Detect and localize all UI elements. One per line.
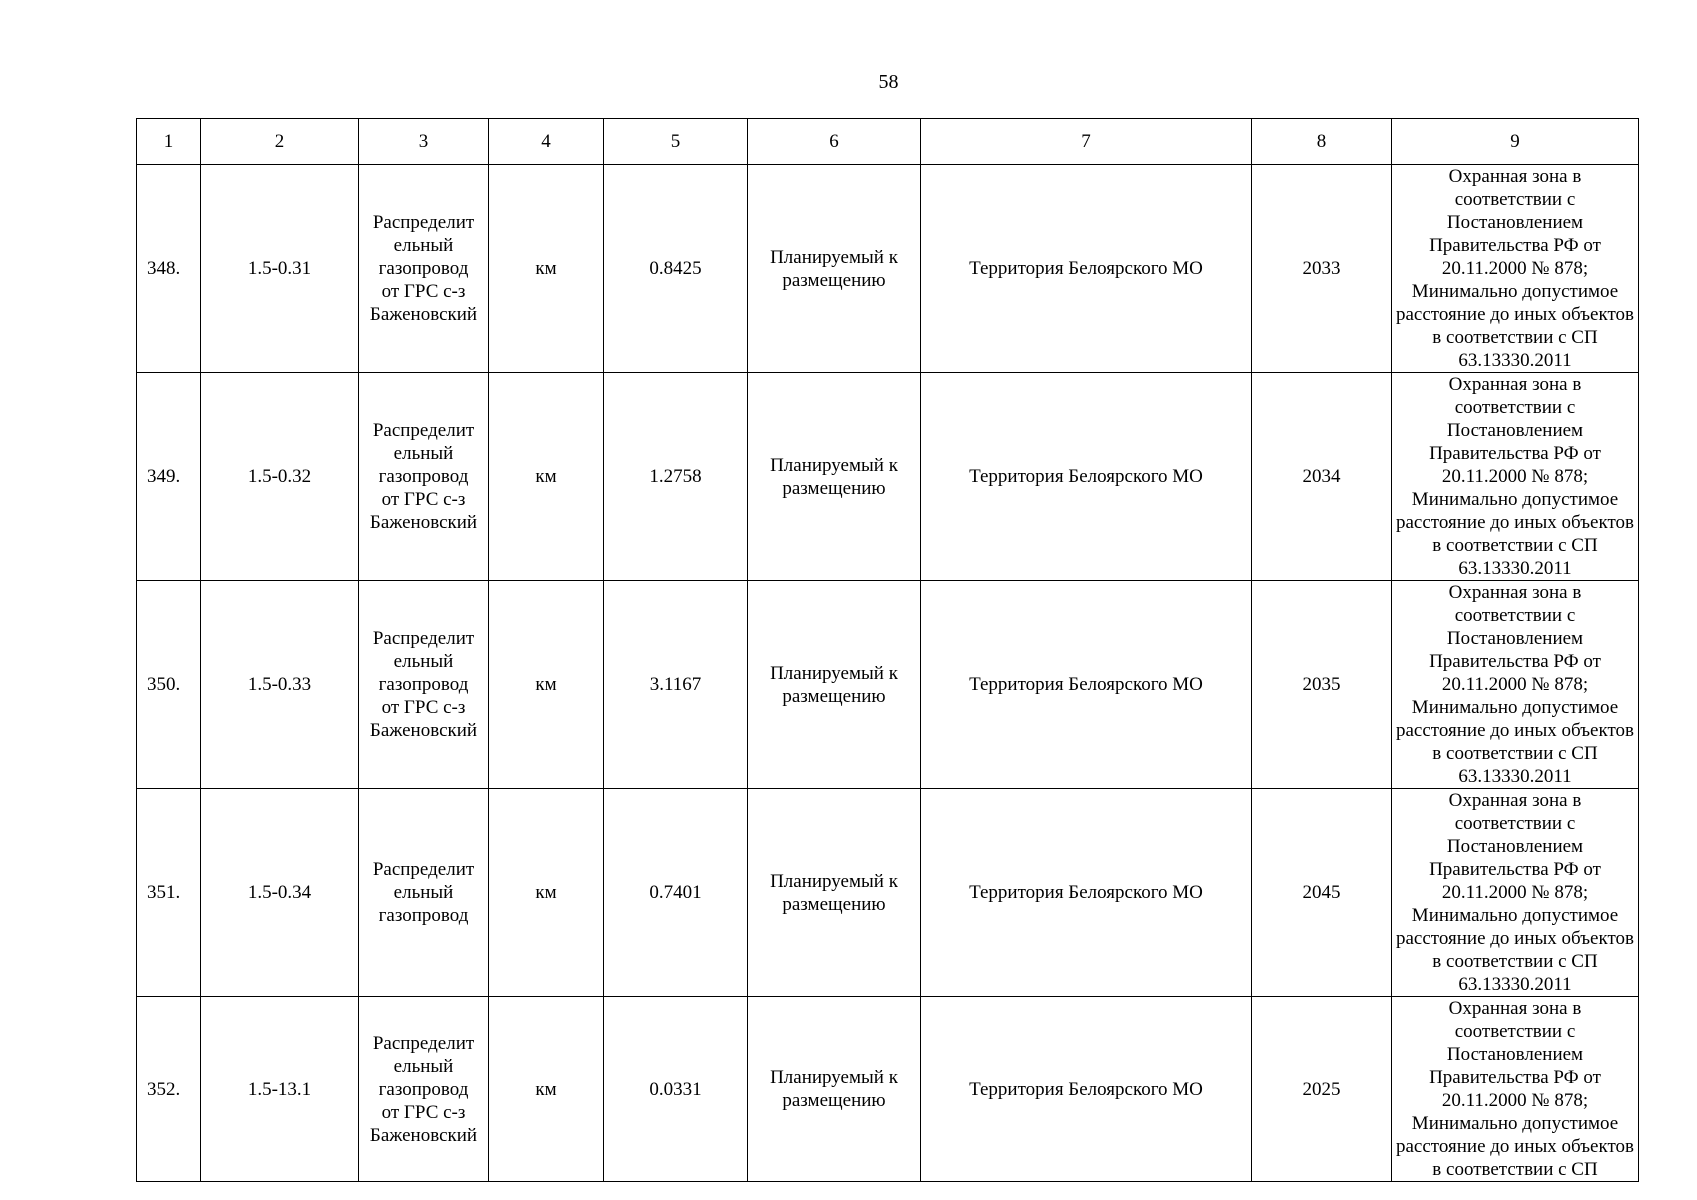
row-number: 352.	[137, 997, 201, 1182]
object-code: 1.5-0.34	[201, 789, 359, 997]
year: 2033	[1252, 165, 1392, 373]
object-code: 1.5-0.31	[201, 165, 359, 373]
column-header: 3	[359, 119, 489, 165]
unit: км	[489, 373, 604, 581]
object-name: Распределит ельный газопровод от ГРС с-з Баженовский	[359, 165, 489, 373]
status: Планируемый к размещению	[748, 789, 921, 997]
zone-description: Охранная зона в соответствии с Постановлением Правительства РФ от 20.11.2000 № 878; Минимально допустимое расстояние до иных объектов в соответствии с СП	[1392, 997, 1639, 1182]
zone-description: Охранная зона в соответствии с Постановлением Правительства РФ от 20.11.2000 № 878; Минимально допустимое расстояние до иных объектов в соответствии с СП 63.13330.2011	[1392, 165, 1639, 373]
status: Планируемый к размещению	[748, 997, 921, 1182]
length-value: 0.7401	[604, 789, 748, 997]
territory: Территория Белоярского МО	[921, 581, 1252, 789]
object-code: 1.5-0.33	[201, 581, 359, 789]
object-name: Распределит ельный газопровод от ГРС с-з Баженовский	[359, 581, 489, 789]
status: Планируемый к размещению	[748, 581, 921, 789]
column-header: 8	[1252, 119, 1392, 165]
table-header-row	[137, 119, 1639, 165]
table-row	[137, 165, 1639, 373]
unit: км	[489, 581, 604, 789]
objects-table	[136, 118, 1639, 1182]
column-header: 1	[137, 119, 201, 165]
object-name: Распределит ельный газопровод от ГРС с-з Баженовский	[359, 997, 489, 1182]
unit: км	[489, 789, 604, 997]
unit: км	[489, 165, 604, 373]
length-value: 1.2758	[604, 373, 748, 581]
territory: Территория Белоярского МО	[921, 789, 1252, 997]
column-header: 2	[201, 119, 359, 165]
territory: Территория Белоярского МО	[921, 373, 1252, 581]
column-header: 6	[748, 119, 921, 165]
row-number: 350.	[137, 581, 201, 789]
status: Планируемый к размещению	[748, 373, 921, 581]
row-number: 349.	[137, 373, 201, 581]
object-name: Распределит ельный газопровод	[359, 789, 489, 997]
territory: Территория Белоярского МО	[921, 165, 1252, 373]
year: 2025	[1252, 997, 1392, 1182]
year: 2045	[1252, 789, 1392, 997]
object-code: 1.5-0.32	[201, 373, 359, 581]
table-row	[137, 997, 1639, 1182]
table-row	[137, 789, 1639, 997]
column-header: 9	[1392, 119, 1639, 165]
length-value: 0.8425	[604, 165, 748, 373]
length-value: 0.0331	[604, 997, 748, 1182]
status: Планируемый к размещению	[748, 165, 921, 373]
zone-description: Охранная зона в соответствии с Постановлением Правительства РФ от 20.11.2000 № 878; Минимально допустимое расстояние до иных объектов в соответствии с СП 63.13330.2011	[1392, 581, 1639, 789]
column-header: 5	[604, 119, 748, 165]
page-number: 58	[878, 71, 899, 93]
territory: Территория Белоярского МО	[921, 997, 1252, 1182]
table-row	[137, 373, 1639, 581]
year: 2035	[1252, 581, 1392, 789]
year: 2034	[1252, 373, 1392, 581]
object-code: 1.5-13.1	[201, 997, 359, 1182]
column-header: 4	[489, 119, 604, 165]
row-number: 351.	[137, 789, 201, 997]
object-name: Распределит ельный газопровод от ГРС с-з Баженовский	[359, 373, 489, 581]
column-header: 7	[921, 119, 1252, 165]
table-row	[137, 581, 1639, 789]
zone-description: Охранная зона в соответствии с Постановлением Правительства РФ от 20.11.2000 № 878; Минимально допустимое расстояние до иных объектов в соответствии с СП 63.13330.2011	[1392, 789, 1639, 997]
length-value: 3.1167	[604, 581, 748, 789]
row-number: 348.	[137, 165, 201, 373]
unit: км	[489, 997, 604, 1182]
zone-description: Охранная зона в соответствии с Постановлением Правительства РФ от 20.11.2000 № 878; Минимально допустимое расстояние до иных объектов в соответствии с СП 63.13330.2011	[1392, 373, 1639, 581]
